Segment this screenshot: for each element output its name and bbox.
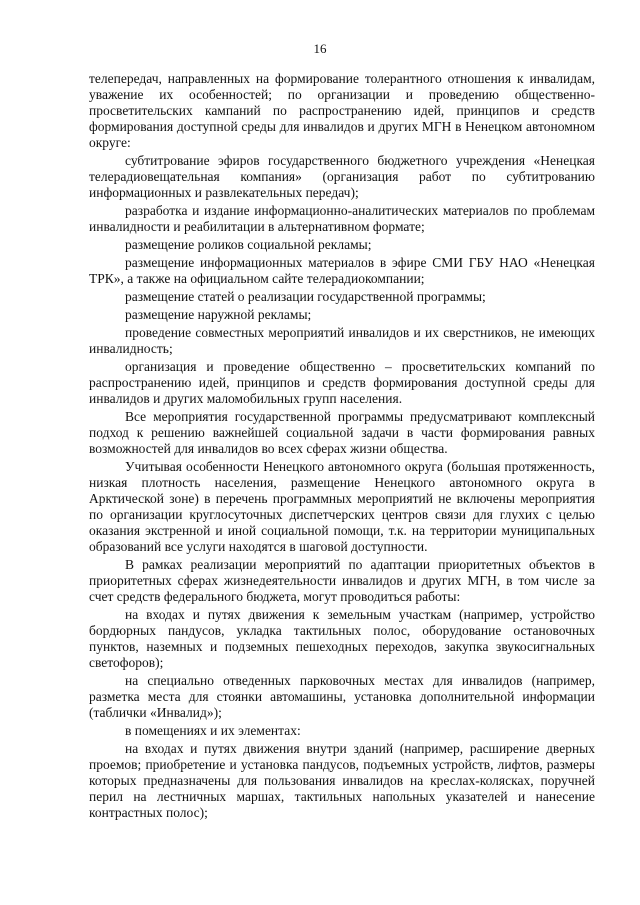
- paragraph: телепередач, направленных на формирование толерантного отношения к инвалидам, уважение их особенностей; по организации и проведению общественно-просветительских кампаний по распространению идей, принципов и средств формирования доступной среды для инвалидов и других МГН в Ненецком автономном округе:: [89, 71, 595, 150]
- page-number: 16: [313, 41, 327, 56]
- paragraph: разработка и издание информационно-аналитических материалов по проблемам инвалидности и реабилитации в альтернативном формате;: [89, 203, 595, 234]
- paragraph: Все мероприятия государственной программы предусматривают комплексный подход к решению важнейшей социальной задачи в части формирования равных возможностей для инвалидов во всех сферах жизни общества.: [89, 409, 595, 456]
- paragraph: проведение совместных мероприятий инвалидов и их сверстников, не имеющих инвалидность;: [89, 325, 595, 356]
- paragraph: на входах и путях движения к земельным участкам (например, устройство бордюрных пандусов, укладка тактильных полос, оборудование остановочных пунктов, наземных и подземных пешеходных переходов, закупка звукосигнальных светофоров);: [89, 607, 595, 670]
- paragraph: на входах и путях движения внутри зданий (например, расширение дверных проемов; приобретение и установка пандусов, подъемных устройств, лифтов, размеры которых предназначены для пользования инвалидов на креслах-колясках, поручней перил на лестничных маршах, тактильных напольных указателей и нанесение контрастных полос);: [89, 741, 595, 820]
- paragraph: субтитрование эфиров государственного бюджетного учреждения «Ненецкая телерадиовещательная компания» (организация работ по субтитрованию информационных и развлекательных передач);: [89, 153, 595, 200]
- paragraph: В рамках реализации мероприятий по адаптации приоритетных объектов в приоритетных сферах жизнедеятельности инвалидов и других МГН, в том числе за счет средств федерального бюджета, могут проводиться работы:: [89, 557, 595, 604]
- paragraph: на специально отведенных парковочных местах для инвалидов (например, разметка места для стоянки автомашины, установка дополнительной информации (таблички «Инвалид»);: [89, 673, 595, 720]
- paragraph: в помещениях и их элементах:: [125, 723, 301, 738]
- paragraph: размещение информационных материалов в эфире СМИ ГБУ НАО «Ненецкая ТРК», а также на официальном сайте телерадиокомпании;: [89, 255, 595, 286]
- paragraph: размещение наружной рекламы;: [125, 307, 312, 322]
- paragraph: размещение роликов социальной рекламы;: [125, 237, 372, 252]
- paragraph: организация и проведение общественно – просветительских компаний по распространению идей, принципов и средств формирования доступной среды для инвалидов и других маломобильных групп населения.: [89, 359, 595, 406]
- paragraph: размещение статей о реализации государственной программы;: [125, 289, 486, 304]
- document-body: [89, 71, 595, 823]
- paragraph: Учитывая особенности Ненецкого автономного округа (большая протяженность, низкая плотность населения, размещение Ненецкого автономного округа в Арктической зоне) в перечень программных мероприятий не включены мероприятия по организации круглосуточных диспетчерских центров связи для глухих с целью оказания экстренной и иной социальной помощи, т.к. на территории муниципальных образований все услуги находятся в шаговой доступности.: [89, 459, 595, 554]
